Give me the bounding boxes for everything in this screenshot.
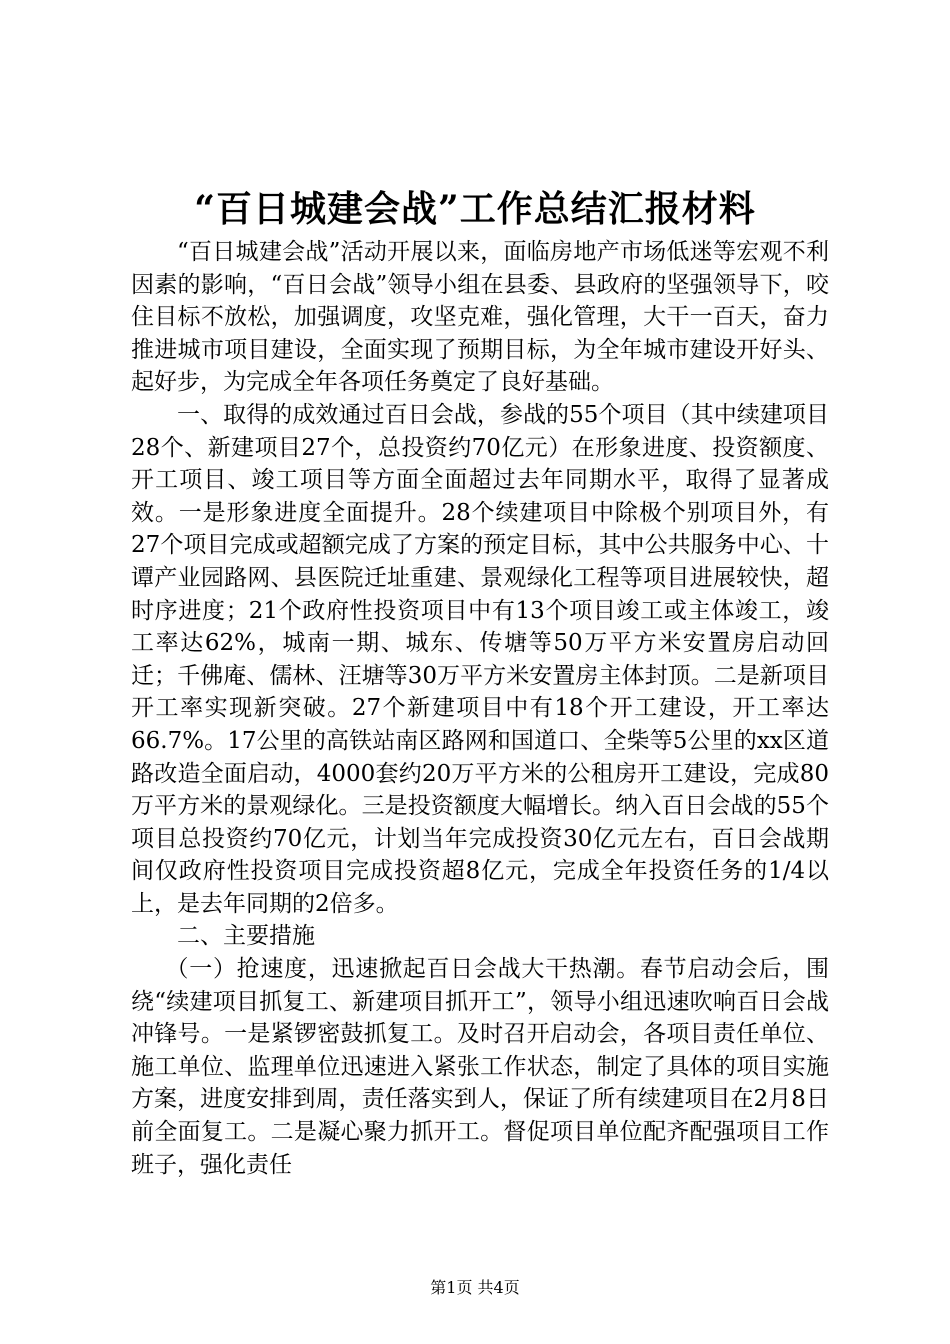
document-title: “百日城建会战”工作总结汇报材料 bbox=[194, 188, 756, 230]
measures-paragraph-1: （一）抢速度，迅速掀起百日会战大干热潮。春节启动会后，围绕“续建项目抓复工、新建项目抓开工”，领导小组迅速吹响百日会战冲锋号。一是紧锣密鼓抓复工。及时召开启动会，各项目责任单位、施工单位、监理单位迅速进入紧张工作状态，制定了具体的项目实施方案，进度安排到周，责任落实到人，保证了所有续建项目在2月8日前全面复工。二是凝心聚力抓开工。督促项目单位配齐配强项目工作班子，强化责任 bbox=[131, 956, 829, 1178]
measures-heading: 二、主要措施 bbox=[177, 923, 315, 950]
intro-paragraph: “百日城建会战”活动开展以来，面临房地产市场低迷等宏观不利因素的影响，“百日会战”领导小组在县委、县政府的坚强领导下，咬住目标不放松，加强调度，攻坚克难，强化管理，大干一百天，奋力推进城市项目建设，全面实现了预期目标，为全年城市建设开好头、起好步，为完成全年各项任务奠定了良好基础。 bbox=[131, 239, 829, 396]
page-footer: 第1页 共4页 bbox=[430, 1278, 520, 1297]
results-paragraph: 一、取得的成效通过百日会战，参战的55个项目（其中续建项目28个、新建项目27个，总投资约70亿元）在形象进度、投资额度、开工项目、竣工项目等方面全面超过去年同期水平，取得了显著成效。一是形象进度全面提升。28个续建项目中除极个别项目外，有27个项目完成或超额完成了方案的预定目标，其中公共服务中心、十谭产业园路网、县医院迁址重建、景观绿化工程等项目进展较快，超时序进度；21个政府性投资项目中有13个项目竣工或主体竣工，竣工率达62%，城南一期、城东、传塘等50万平方米安置房启动回迁；千佛庵、儒林、汪塘等30万平方米安置房主体封顶。二是新项目开工率实现新突破。27个新建项目中有18个开工建设，开工率达66.7%。17公里的高铁站南区路网和国道口、全柴等5公里的xx区道路改造全面启动，4000套约20万平方米的公租房开工建设，完成80万平方米的景观绿化。三是投资额度大幅增长。纳入百日会战的55个项目总投资约70亿元，计划当年完成投资30亿元左右，百日会战期间仅政府性投资项目完成投资超8亿元，完成全年投资任务的1/4以上，是去年同期的2倍多。 bbox=[131, 401, 829, 917]
document-body bbox=[131, 236, 829, 1181]
